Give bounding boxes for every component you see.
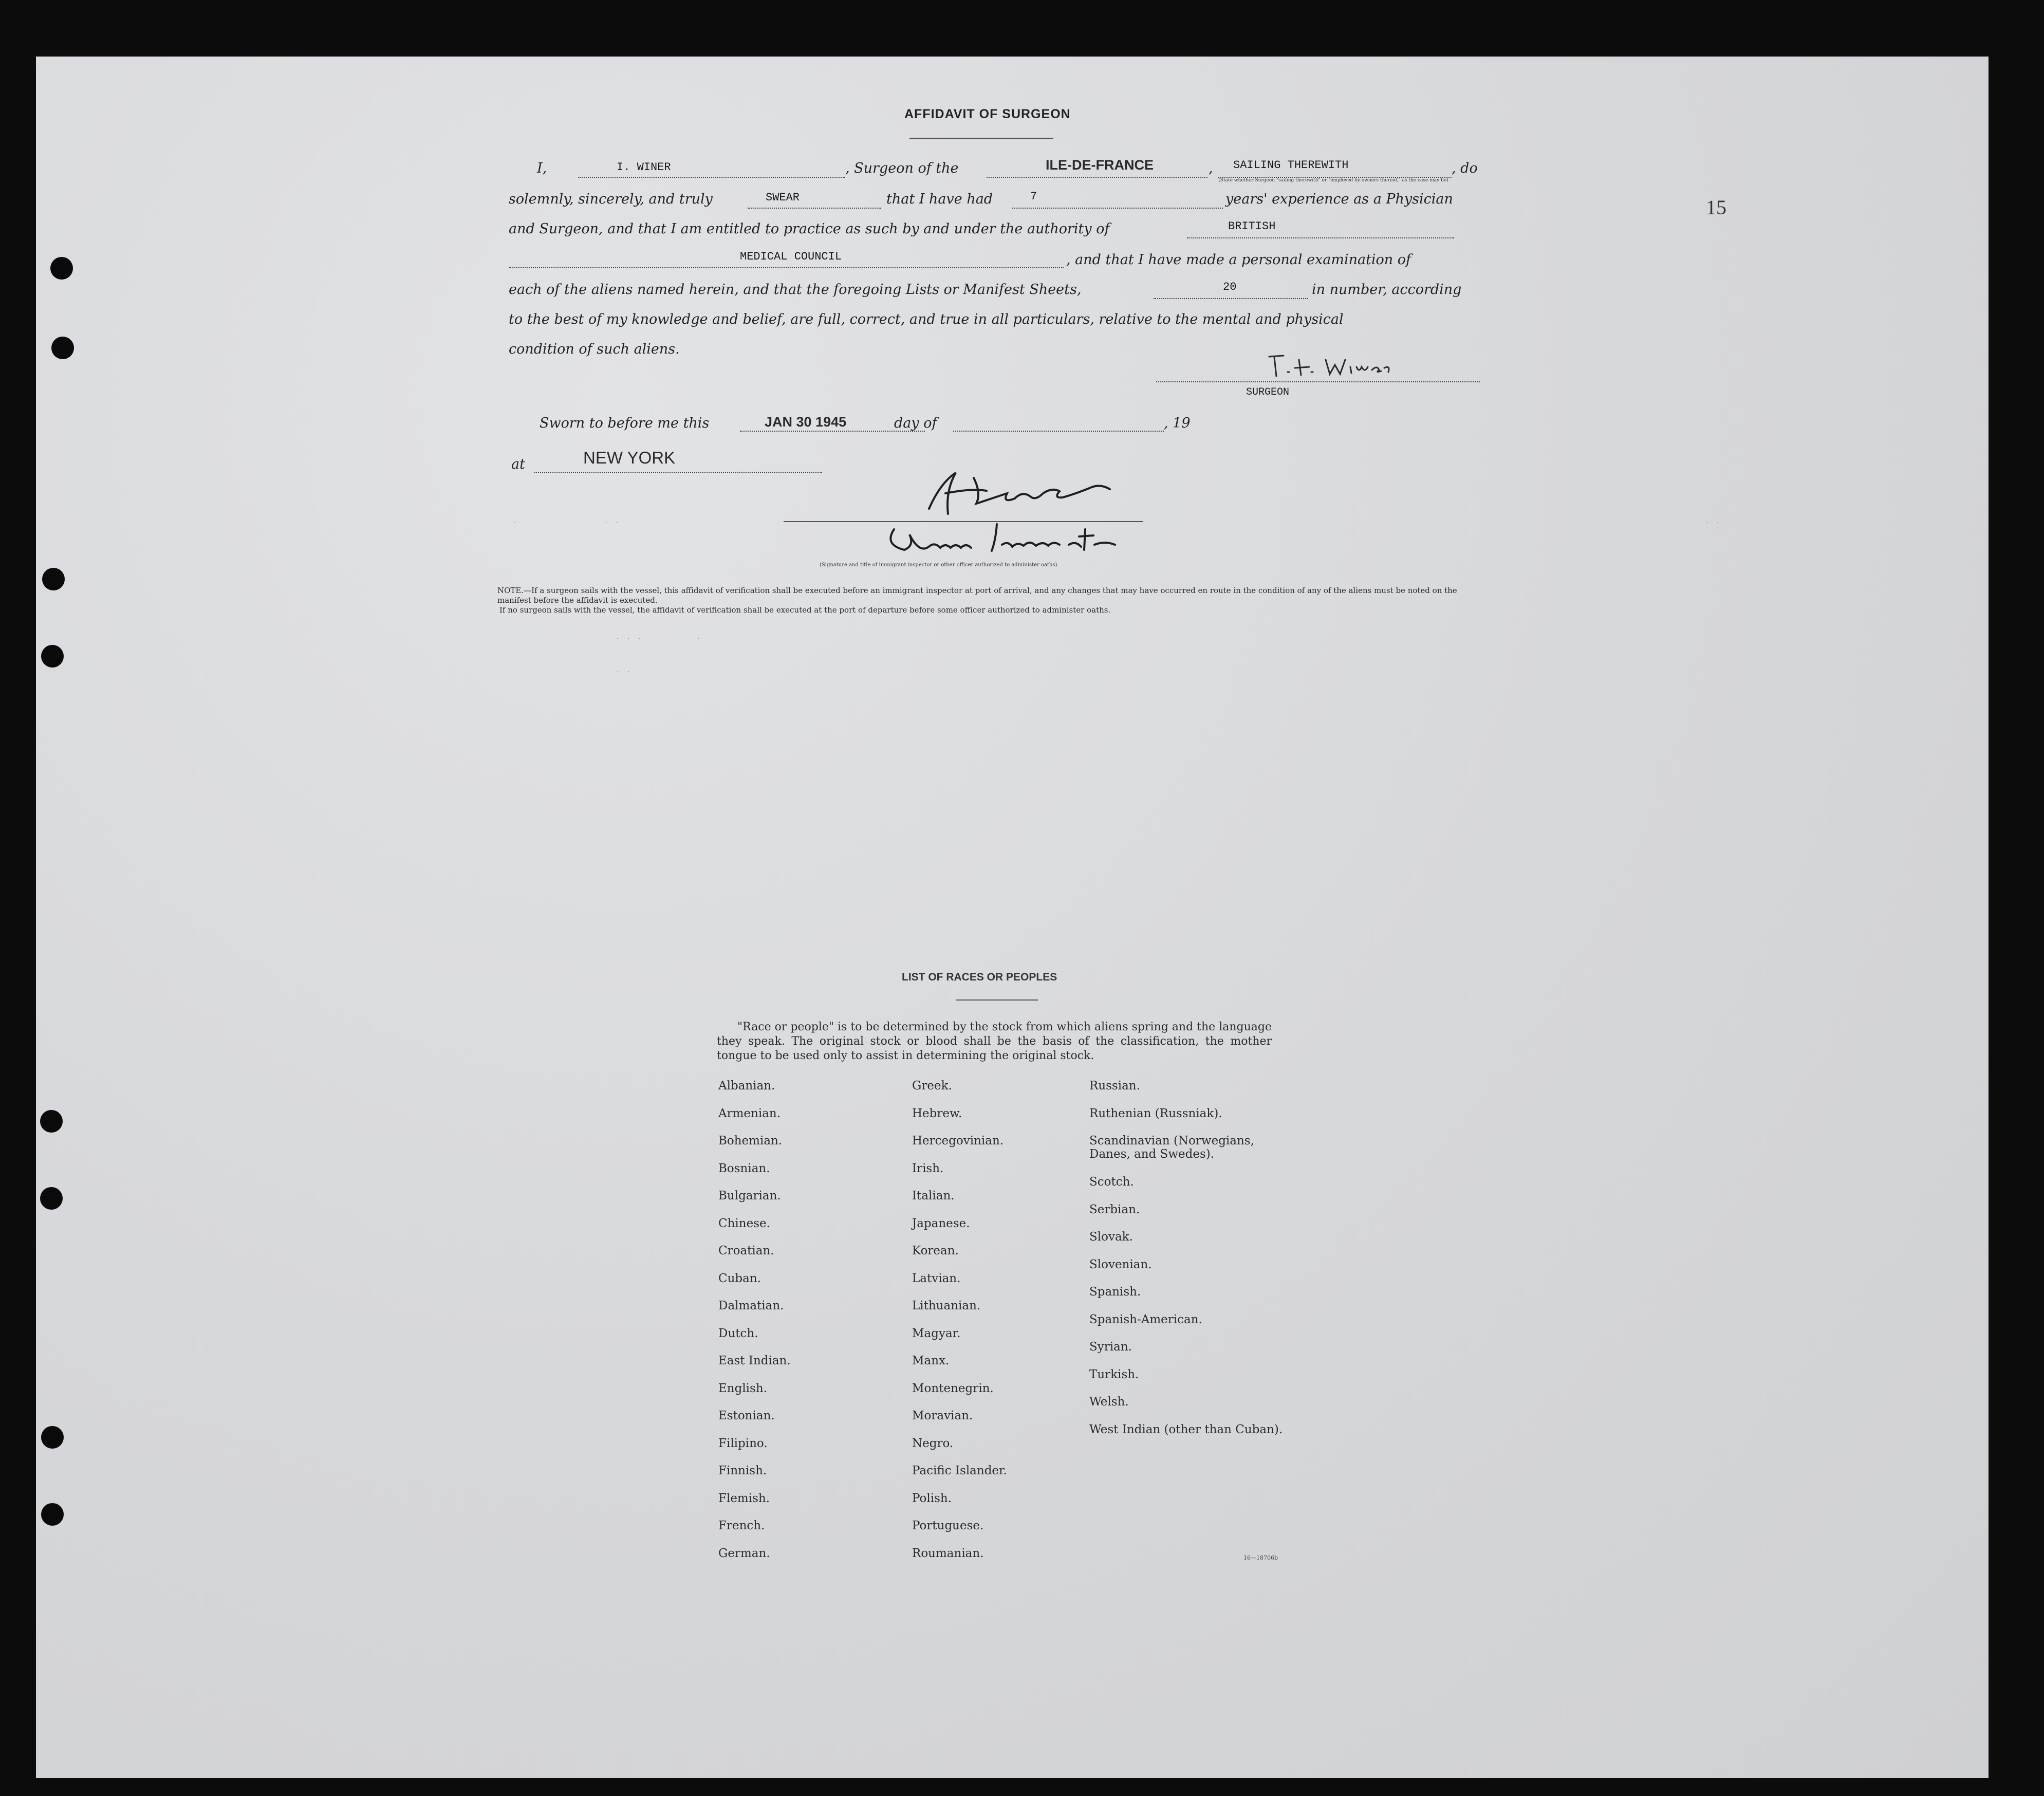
races-column-1: [718, 1079, 791, 1574]
race-item: Montenegrin.: [912, 1381, 994, 1395]
race-item: Magyar.: [912, 1326, 961, 1340]
affidavit-title: AFFIDAVIT OF SURGEON: [904, 107, 1071, 121]
race-item: Turkish.: [1089, 1367, 1139, 1381]
race-item: Manx.: [912, 1354, 950, 1367]
race-item: East Indian.: [718, 1354, 791, 1367]
punch-hole: [40, 1187, 63, 1210]
race-item: Armenian.: [718, 1106, 781, 1120]
punch-hole: [51, 337, 74, 359]
race-item: Dutch.: [718, 1326, 758, 1340]
inspector-signature-line: [784, 517, 1143, 522]
text-each-alien: each of the aliens named herein, and that the foregoing Lists or Manifest Sheets,: [509, 282, 1082, 298]
race-item: Slovak.: [1089, 1230, 1133, 1244]
races-column-2: [912, 1079, 1007, 1574]
race-item: Bosnian.: [718, 1161, 770, 1175]
race-item: Bulgarian.: [718, 1189, 781, 1202]
sailing-status-caption: (State whether Surgeon "sailing therewith" or "employed by owners thereof," as the case may be): [1218, 178, 1448, 183]
races-title: LIST OF RACES OR PEOPLES: [902, 971, 1057, 983]
race-item: Cuban.: [718, 1271, 761, 1285]
race-item: Hercegovinian.: [912, 1134, 1004, 1147]
punch-hole: [50, 257, 73, 280]
race-item: Hebrew.: [912, 1106, 962, 1120]
race-item: Russian.: [1089, 1079, 1140, 1093]
race-item: Korean.: [912, 1244, 959, 1257]
race-item: Moravian.: [912, 1409, 973, 1422]
authority-value-1: BRITISH: [1228, 220, 1276, 233]
races-intro: "Race or people" is to be determined by the stock from which aliens spring and the language they speak. The original stock or blood shall be the basis of the classification, the mother tongue to be used only to assist in determining the original stock.: [717, 1021, 1272, 1062]
text-comma-19: , 19: [1164, 415, 1191, 431]
day-field: [953, 413, 1164, 432]
note-label: NOTE.: [497, 586, 524, 595]
sailing-status-value: SAILING THEREWITH: [1233, 159, 1349, 172]
text-surgeon-of-the: , Surgeon of the: [845, 160, 959, 176]
race-item: Albanian.: [718, 1079, 775, 1093]
text-and-surgeon: and Surgeon, and that I am entitled to practice as such by and under the authority of: [509, 221, 1110, 237]
surgeon-label: SURGEON: [1246, 386, 1290, 398]
note-text-2: If no surgeon sails with the vessel, the affidavit of verification shall be executed at the port of departure before some officer authorized to administer oaths.: [499, 605, 1111, 615]
text-in-number: in number, according: [1312, 282, 1462, 298]
race-item: Spanish.: [1089, 1285, 1141, 1299]
race-item: Polish.: [912, 1491, 952, 1505]
race-item: Irish.: [912, 1161, 944, 1175]
races-title-underline: [956, 999, 1038, 1001]
race-item: Flemish.: [718, 1491, 770, 1505]
text-day-of: day of: [894, 415, 937, 431]
page-number: 15: [1706, 196, 1726, 219]
race-item: Slovenian.: [1089, 1257, 1152, 1271]
race-item: Negro.: [912, 1436, 954, 1450]
place-stamp: NEW YORK: [583, 448, 676, 467]
authority-field-1: [1187, 220, 1454, 238]
text-i: I,: [537, 160, 547, 176]
text-do: , do: [1452, 160, 1478, 176]
race-item: Portuguese.: [912, 1519, 984, 1532]
place-field: [534, 454, 822, 473]
punch-hole: [40, 1110, 63, 1133]
race-item: Lithuanian.: [912, 1299, 981, 1312]
inspector-caption: (Signature and title of immigrant inspector or other officer authorized to administer oaths): [820, 562, 1057, 568]
text-best-knowledge: to the best of my knowledge and belief, are full, correct, and true in all particulars, relative to the mental and physical: [509, 311, 1344, 327]
years-value: 7: [1030, 190, 1037, 203]
form-number: 16—18706b: [1243, 1554, 1278, 1561]
race-item: Finnish.: [718, 1464, 767, 1477]
punch-hole: [41, 1426, 64, 1449]
text-that-i-have-had: that I have had: [886, 191, 993, 207]
title-underline: [909, 138, 1053, 139]
race-item: English.: [718, 1381, 767, 1395]
race-item: Croatian.: [718, 1244, 774, 1257]
race-item: Estonian.: [718, 1409, 775, 1422]
race-item: French.: [718, 1519, 765, 1532]
race-item: Chinese.: [718, 1216, 770, 1230]
race-item: Pacific Islander.: [912, 1464, 1007, 1477]
text-at: at: [511, 456, 525, 472]
race-item: Italian.: [912, 1189, 955, 1202]
race-item: Filipino.: [718, 1436, 768, 1450]
race-item: West Indian (other than Cuban).: [1089, 1422, 1283, 1436]
text-personal-exam: , and that I have made a personal examination of: [1066, 252, 1411, 268]
text-sworn: Sworn to before me this: [540, 415, 710, 431]
race-item: Welsh.: [1089, 1395, 1129, 1409]
surgeon-name-value: I. WINER: [617, 161, 671, 174]
vessel-value: ILE-DE-FRANCE: [1046, 157, 1154, 173]
race-item: Spanish-American.: [1089, 1312, 1202, 1326]
text-condition: condition of such aliens.: [509, 341, 680, 357]
surgeon-signature-line: [1156, 366, 1480, 382]
bleed-through-mark: · · · ·: [617, 635, 703, 643]
punch-hole: [41, 645, 64, 668]
race-item: Greek.: [912, 1079, 952, 1093]
race-item: Roumanian.: [912, 1546, 984, 1560]
note-text-1: —If a surgeon sails with the vessel, this affidavit of verification shall be executed before an immigrant inspector at port of arrival, and any changes that may have occurred en route in the condition of any of the aliens must be noted on the manifest before the affidavit is executed.: [497, 586, 1457, 605]
race-item: Bohemian.: [718, 1134, 783, 1147]
oath-value: SWEAR: [766, 191, 800, 204]
races-column-3: [1089, 1079, 1285, 1464]
race-item: Latvian.: [912, 1271, 961, 1285]
text-solemnly: solemnly, sincerely, and truly: [509, 191, 713, 207]
race-item: Japanese.: [912, 1216, 970, 1230]
race-item: Serbian.: [1089, 1202, 1140, 1216]
race-item: Scotch.: [1089, 1175, 1134, 1189]
punch-hole: [41, 1503, 64, 1526]
race-item: Dalmatian.: [718, 1299, 784, 1312]
text-years-experience: years' experience as a Physician: [1225, 191, 1453, 207]
sworn-date-stamp: JAN 30 1945: [765, 414, 847, 430]
bleed-through-mark: · ·: [1706, 519, 1722, 527]
race-item: German.: [718, 1546, 770, 1560]
affidavit-note: [497, 586, 1484, 615]
years-field: [1012, 190, 1223, 209]
race-item: Syrian.: [1089, 1340, 1132, 1354]
sheets-value: 20: [1223, 281, 1237, 293]
authority-value-2: MEDICAL COUNCIL: [740, 250, 842, 263]
bleed-through-mark: · · ·: [514, 519, 622, 527]
punch-hole: [42, 568, 65, 590]
text-comma: ,: [1209, 160, 1213, 176]
race-item: Ruthenian (Russniak).: [1089, 1106, 1222, 1120]
bleed-through-mark: · ·: [617, 668, 633, 676]
race-item: Scandinavian (Norwegians, Danes, and Swedes).: [1089, 1134, 1254, 1161]
